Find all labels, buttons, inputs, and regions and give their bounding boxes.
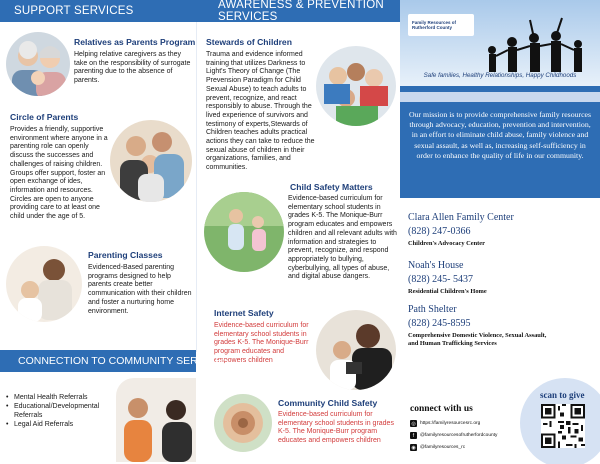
- center-description: Children's Advocacy Center: [408, 240, 485, 247]
- column-divider: [196, 22, 197, 352]
- tablet-family-photo: [316, 310, 396, 390]
- website-link[interactable]: [410, 420, 480, 427]
- center-name: Noah's House: [408, 260, 464, 271]
- referral-list: [4, 393, 122, 429]
- awareness-prevention-header: AWARENESS & PREVENTION SERVICES: [196, 0, 400, 22]
- instagram-link[interactable]: [410, 444, 465, 451]
- instagram-icon: ◉: [411, 444, 416, 451]
- family-resources-logo: Family Resources of Rutherford County: [408, 14, 474, 36]
- list-item: • Mental Health Referrals: [4, 393, 122, 402]
- family-photo: [110, 120, 192, 202]
- circle-title: Circle of Parents: [10, 112, 79, 122]
- center-description: Residential Children's Home: [408, 288, 487, 295]
- parenting-classes-text: Evidenced-Based parenting programs designed to help parents create better communication with their children and foster a nurturing home environment.: [88, 264, 192, 315]
- tagline: Safe families, Healthy Relationships, Happy Childhoods: [423, 72, 577, 79]
- list-item: • Legal Aid Referrals: [4, 420, 122, 429]
- facebook-icon: f: [410, 432, 417, 439]
- stewards-text: Trauma and evidence informed training that utilizes Darkness to Light's Theory of Change (The Prevension Paradigm for Child Sexual Abuse) to teach adults to prevent, recognize, and react responsibly to abuse. Through the lived experience of survivors and testimony of experts,Stewards of Children teaches adults practical actions they can take to reduce the sexual abuse of children in their organizations, families, and communities.: [206, 51, 315, 172]
- grandparents-photo: [6, 32, 70, 96]
- instagram-text: @familyresources_rc: [420, 445, 466, 450]
- support-services-header: SUPPORT SERVICES: [0, 0, 196, 22]
- parenting-class-photo: [6, 246, 82, 322]
- center-phone: (828) 245-8595: [408, 318, 471, 329]
- list-item: • Educational/Developmental Referrals: [4, 402, 122, 420]
- internet-safety-title: Internet Safety: [214, 308, 274, 318]
- globe-icon: ◎: [411, 420, 416, 427]
- center-description: Comprehensive Domestic Violence, Sexual Assault, and Human Trafficking Services: [408, 332, 547, 347]
- community-child-safety-text: Evidence-based curriculum for elementary school students in grades K-5. The Monique-Burr program educates and empowers children: [278, 411, 394, 445]
- connection-services-header: CONNECTION TO COMMUNITY SERVICES: [0, 350, 196, 372]
- facebook-text: @familyresourcesofrutherfordcounty: [420, 433, 498, 438]
- community-child-safety-title: Community Child Safety: [278, 398, 378, 408]
- connect-title: connect with us: [410, 404, 473, 414]
- children-group-photo: [316, 46, 396, 126]
- facebook-link[interactable]: [410, 432, 497, 439]
- hands-together-photo: [214, 394, 272, 452]
- girls-running-photo: [204, 192, 284, 272]
- child-safety-title: Child Safety Matters: [290, 182, 373, 192]
- website-text: https://familyresourcesrc.org: [420, 421, 481, 426]
- counseling-photo: [116, 378, 196, 462]
- relatives-title: Relatives as Parents Program: [74, 37, 196, 47]
- internet-safety-text: Evidence-based curriculum for elementary school students in grades K-5. The Monique-Burr program educates and empowers children: [214, 322, 309, 364]
- circle-text: Provides a friendly, supportive environment where anyone in a parenting role can openly discuss the successes and challenges of raising children. Groups offer support, foster an open exchange of ides, information and resources. Circles are open to anyone providing care to at least one child under the age of 5.: [10, 126, 108, 221]
- child-safety-text: Evidence-based curriculum for elementary school students in grades K-5. The Monique-Burr program educates and empowers children and all relevant adults with information and strategies to prevent, recognize, and respond appropriately to bullying, cyberbullying, all types of abuse, and digital abuse dangers.: [288, 195, 397, 281]
- stewards-title: Stewards of Children: [206, 37, 292, 47]
- center-name: Path Shelter: [408, 304, 457, 315]
- scan-title: scan to give: [540, 390, 585, 400]
- center-phone: (828) 245- 5437: [408, 274, 473, 285]
- center-name: Clara Allen Family Center: [408, 212, 514, 223]
- donate-qr-code[interactable]: [541, 404, 585, 448]
- mission-strip: [400, 92, 600, 102]
- relatives-text: Helping relative caregivers as they take on the responsibility of surrogate parenting due to the absence of parents.: [74, 51, 191, 85]
- mission-statement: Our mission is to provide comprehensive family resources through advocacy, education, prevention and intervention, in an effort to eliminate child abuse, family violence and sexual assault, as well as, increasing self-sufficiency in order to enhance the quality of life in our community.: [408, 110, 592, 160]
- parenting-classes-title: Parenting Classes: [88, 250, 163, 260]
- center-phone: (828) 247-0366: [408, 226, 471, 237]
